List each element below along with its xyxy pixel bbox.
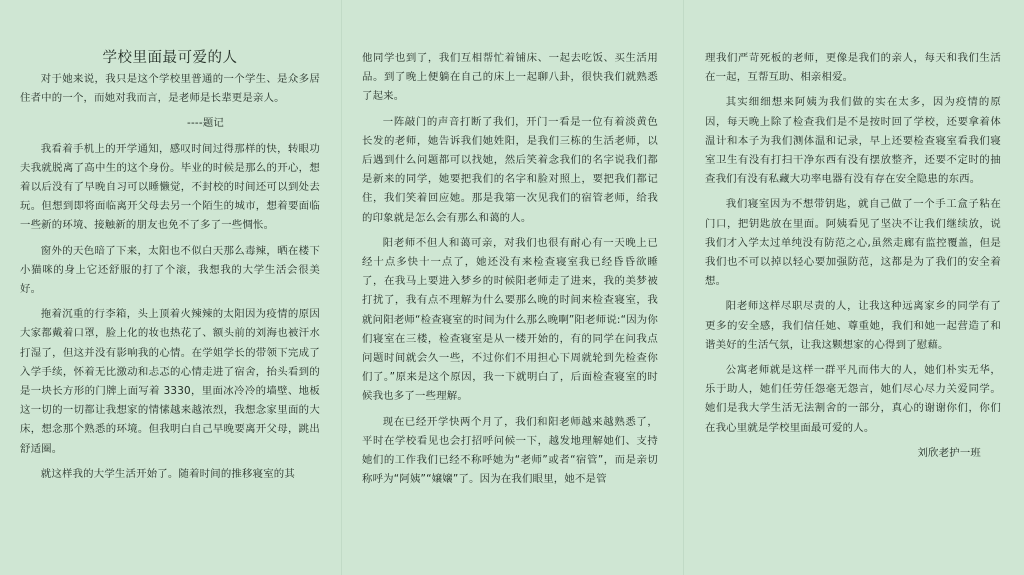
paragraph: 阳老师不但人和蔼可亲，对我们也很有耐心有一天晚上已经十点多快十一点了，她还没有来检查寝室我已经昏昏欲睡了，在我马上要进入梦乡的时候阳老师走了进来，我的美梦被打扰了，我有点不理解为什么要那么晚的时间来检查寝室，我就问阳老师“检查寝室的时间为什么那么晚啊”阳老师说:“因为你们寝室在三楼，检查寝室是从一楼开始的，有的同学在问我点问题时间就会久一些，不过你们不用担心下周就轮到先检查你们了。”原来是这个原因，我一下就明白了，后面检查寝室的时候我也多了一些理解。 (362, 236, 658, 403)
paragraph-continued: 理我们严苛死板的老师，更像是我们的亲人，每天和我们生活在一起，互帮互助、相亲相爱。 (705, 52, 1001, 84)
column-1 (20, 0, 320, 575)
paragraph: 我们寝室因为不想带钥匙，就自己做了一个手工盒子粘在门口，把钥匙放在里面。阿姨看见了坚决不让我们继续放，说我们才入学太过单纯没有防范之心,虽然走廊有监控覆盖，但是我们也不可以掉以轻心要加强防范，这都是为了我们的安全着想。 (705, 198, 1001, 288)
column-2 (362, 0, 658, 575)
paragraph: 一阵敲门的声音打断了我们，开门一看是一位有着淡黄色长发的老师，她告诉我们她姓阳，是我们三栋的生活老师，以后遇到什么问题都可以找她，然后笑着念我们的名字说我们都是新来的同学，她要把我们的名字和脸对照上，要把我们都记住，我们笑着回应她。那是我第一次见我们的宿管老师，给我的印象就是怎么会有那么和蔼的人。 (362, 115, 658, 224)
column-3 (705, 0, 1001, 575)
paragraph: 就这样我的大学生活开始了。随着时间的推移寝室的其 (40, 467, 295, 480)
paragraph-continued: 他同学也到了，我们互相帮忙着铺床、一起去吃饭、买生活用品。到了晚上便躺在自己的床上一起聊八卦，很快我们就熟悉了起来。 (362, 52, 658, 103)
paragraph: 窗外的天色暗了下来，太阳也不似白天那么毒辣，晒在楼下小猫咪的身上它还舒服的打了个滚，我想我的大学生活会很美好。 (20, 244, 320, 296)
column-divider (341, 0, 342, 575)
paragraph: 我看着手机上的开学通知，感叹时间过得那样的快，转眼功夫我就脱离了高中生的这个身份。毕业的时候是那么的开心，想着以后没有了早晚自习可以睡懒觉，不封校的时间还可以到处去玩。但想到即将面临离开父母去另一个陌生的城市，想着要面临一些新的环境、接触新的朋友也免不了多了一些惆怅。 (20, 142, 320, 232)
paragraph: 阳老师这样尽职尽责的人，让我这种远离家乡的同学有了更多的安全感，我们信任她、尊重她，我们和她一起营造了和谐美好的生活气氛，让我这颗想家的心得到了慰藉。 (705, 300, 1001, 351)
paragraph: 拖着沉重的行李箱，头上顶着火辣辣的太阳因为疫情的原因大家都戴着口罩，脸上化的妆也热花了、额头前的刘海也被汗水打湿了，但这并没有影响我的心情。在学姐学长的带领下完成了入学手续，怀着无比激动和忐忑的心情走进了宿舍，抬头看到的是一块长方形的门牌上面写着 3330，里面冰冷冷的墙壁、地板这一切的一切都让我想家的情愫越来越浓烈，我想念家里面的大床，想念那个熟悉的环境。但我明白自己早晚要离开父母，跳出舒适圈。 (20, 308, 320, 455)
paragraph: 其实细细想来阿姨为我们做的实在太多，因为疫情的原因，每天晚上除了检查我们是不是按时回了学校，还要拿着体温计和本子为我们测体温和记录，早上还要检查寝室看我们寝室卫生有没有打扫干净东西有没有摆放整齐，还要不定时的抽查我们有没有私藏大功率电器有没有存在安全隐患的东西。 (705, 96, 1001, 186)
paragraph: 公寓老师就是这样一群平凡而伟大的人，她们朴实无华，乐于助人，她们任劳任怨毫无怨言，她们尽心尽力关爱同学。她们是我大学生活无法割舍的一部分，真心的谢谢你们，你们在我心里就是学校里面最可爱的人。 (705, 364, 1001, 434)
epigraph-paragraph: 对于她来说，我只是这个学校里普通的一个学生、是众多居住者中的一个，而她对我而言，是老师是长辈更是亲人。 (20, 73, 320, 105)
epigraph-label: ----题记 (187, 117, 224, 130)
paragraph: 现在已经开学快两个月了，我们和阳老师越来越熟悉了，平时在学校看见也会打招呼问候一下，越发地理解她们、支持她们的工作我们已经不称呼她为“老师”或者“宿管”，而是亲切称呼为“阿姨”“嬢嬢”了。因为在我们眼里，她不是管 (362, 415, 658, 486)
column-divider (683, 0, 684, 575)
document-title: 学校里面最可爱的人 (102, 50, 238, 66)
author-signature: 刘欣老护一班 (917, 446, 981, 459)
